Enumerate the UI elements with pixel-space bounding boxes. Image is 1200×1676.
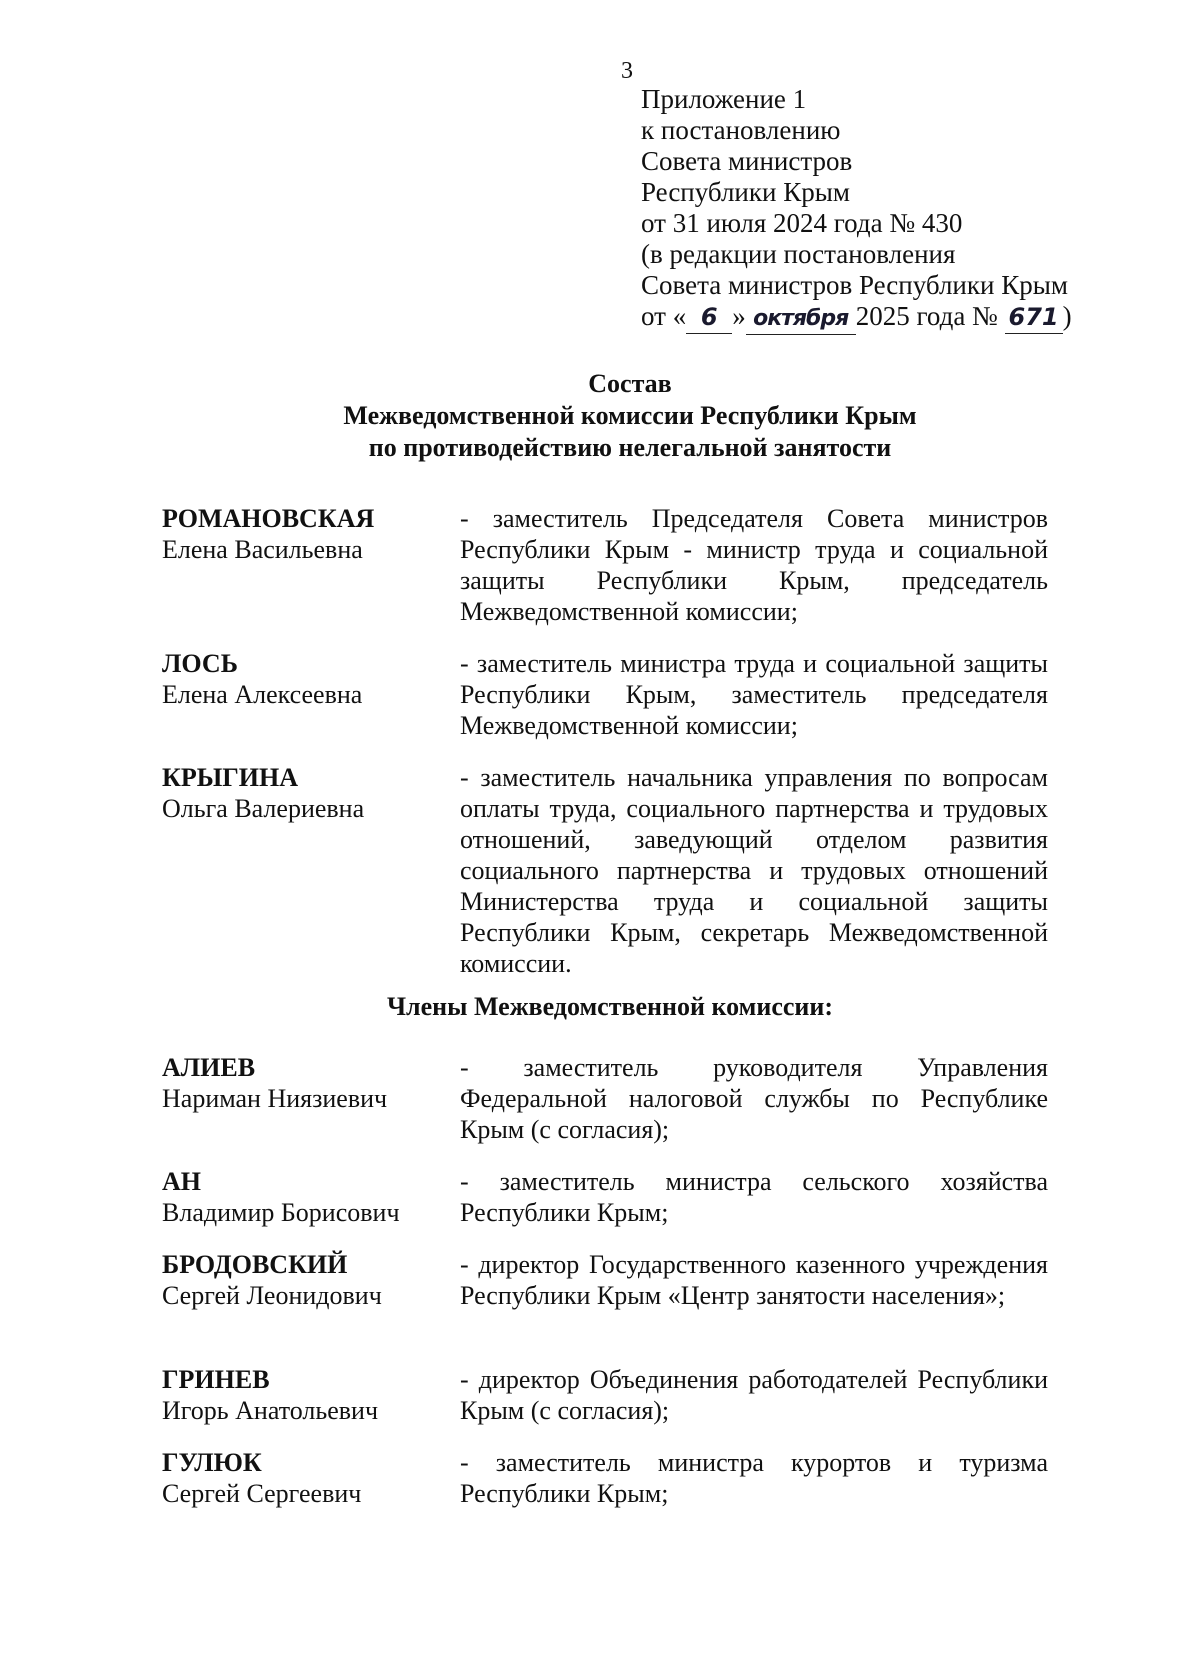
person-name xyxy=(162,648,442,710)
given-name: Сергей Леонидович xyxy=(162,1281,382,1310)
appendix-line: от 31 июля 2024 года № 430 xyxy=(641,208,963,238)
given-name: Нариман Ниязиевич xyxy=(162,1084,388,1113)
handwritten-month: октября xyxy=(746,303,856,335)
given-name: Игорь Анатольевич xyxy=(162,1396,379,1425)
person-name xyxy=(162,1447,442,1509)
surname: ГУЛЮК xyxy=(162,1448,262,1477)
position-description: - директор Государственного казенного учреждения Республики Крым «Центр занятости населения»; xyxy=(460,1250,1048,1310)
appendix-header xyxy=(641,84,1072,335)
position-description: - заместитель руководителя Управления Федеральной налоговой службы по Республике Крым (с согласия); xyxy=(460,1053,1048,1144)
person-name xyxy=(162,503,442,565)
amendment-prefix: от « xyxy=(641,301,687,331)
surname: БРОДОВСКИЙ xyxy=(162,1250,348,1279)
person-name xyxy=(162,1364,442,1426)
members-heading: Члены Межведомственной комиссии: xyxy=(386,992,834,1021)
position-description: - заместитель министра курортов и туризма Республики Крым; xyxy=(460,1448,1048,1508)
surname: АН xyxy=(162,1167,201,1196)
position-description: - заместитель министра труда и социальной защиты Республики Крым, заместитель председателя Межведомственной комиссии; xyxy=(460,649,1048,740)
title-line: по противодействию нелегальной занятости xyxy=(368,433,892,462)
page-number: 3 xyxy=(621,58,633,84)
surname: АЛИЕВ xyxy=(162,1053,256,1082)
handwritten-number: 671 xyxy=(1005,302,1063,334)
given-name: Владимир Борисович xyxy=(162,1198,400,1227)
title-line: Состав xyxy=(588,369,672,398)
surname: ГРИНЕВ xyxy=(162,1365,270,1394)
position-description: - директор Объединения работодателей Республики Крым (с согласия); xyxy=(460,1365,1048,1425)
appendix-line: Совета министров xyxy=(641,146,853,176)
appendix-line: Республики Крым xyxy=(641,177,850,207)
appendix-line: Совета министров Республики Крым xyxy=(641,270,1068,300)
given-name: Елена Васильевна xyxy=(162,535,363,564)
position-description: - заместитель Председателя Совета министров Республики Крым - министр труда и социальной защиты Республики Крым, председатель Межведомственной комиссии; xyxy=(460,504,1048,626)
position-description: - заместитель начальника управления по вопросам оплаты труда, социального партнерства и трудовых отношений, заведующий отделом развития социального партнерства и трудовых отношений Министерства труда и социальной защиты Республики Крым, секретарь Межведомственной комиссии. xyxy=(460,763,1048,978)
person-name xyxy=(162,1249,442,1311)
surname: КРЫГИНА xyxy=(162,763,299,792)
document-title xyxy=(0,368,1200,464)
person-name xyxy=(162,762,442,824)
appendix-line: к постановлению xyxy=(641,115,841,145)
surname: РОМАНОВСКАЯ xyxy=(162,504,375,533)
person-name xyxy=(162,1052,442,1114)
handwritten-day: 6 xyxy=(686,302,732,334)
amendment-year: 2025 года № xyxy=(855,301,998,331)
amendment-suffix: ) xyxy=(1062,301,1072,331)
appendix-line: (в редакции постановления xyxy=(641,239,956,269)
amendment-quote: » xyxy=(732,301,746,331)
given-name: Елена Алексеевна xyxy=(162,680,363,709)
given-name: Ольга Валериевна xyxy=(162,794,365,823)
surname: ЛОСЬ xyxy=(162,649,238,678)
appendix-line: Приложение 1 xyxy=(641,84,807,114)
title-line: Межведомственной комиссии Республики Крым xyxy=(343,401,917,430)
amendment-date-line xyxy=(641,301,1072,335)
position-description: - заместитель министра сельского хозяйства Республики Крым; xyxy=(460,1167,1048,1227)
given-name: Сергей Сергеевич xyxy=(162,1479,362,1508)
person-name xyxy=(162,1166,442,1228)
